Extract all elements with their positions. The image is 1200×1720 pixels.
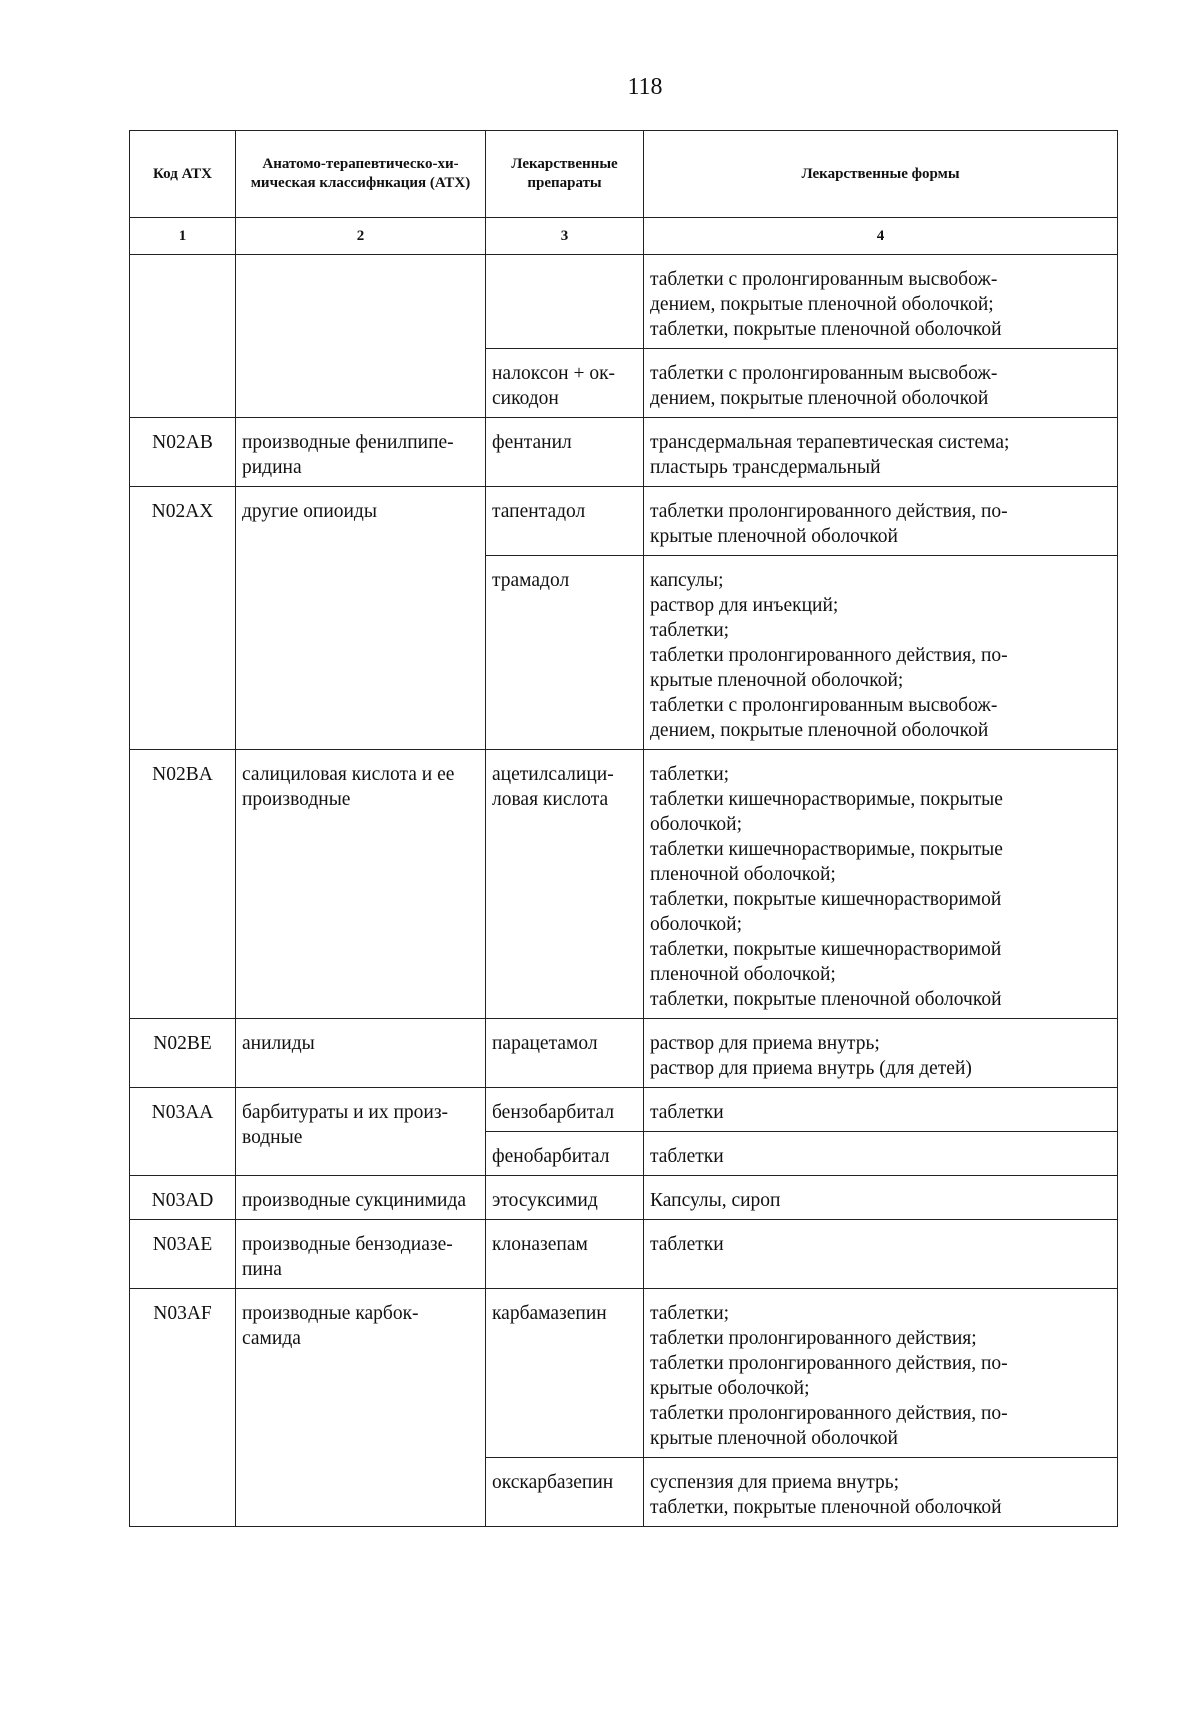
form-line: таблетки кишечнорастворимые, покрытые — [650, 789, 1003, 810]
classification-cell — [236, 1220, 486, 1289]
form-line: таблетки, покрытые кишечнорастворимой — [650, 889, 1002, 910]
table-row — [130, 1289, 1118, 1458]
form-line: трансдермальная терапевтическая система; — [650, 432, 1010, 453]
form-line: дением, покрытые пленочной оболочкой — [650, 388, 989, 409]
drug-line: сикодон — [492, 388, 559, 409]
drug-line: фенобарбитал — [492, 1146, 610, 1167]
header-dosage-forms: Лекарственные формы — [644, 131, 1118, 218]
classification-cell — [236, 418, 486, 487]
dosage-forms-cell — [644, 1019, 1118, 1088]
drug-cell — [486, 1019, 644, 1088]
atc-code-cell: N03AD — [130, 1176, 236, 1220]
drug-line: клоназепам — [492, 1234, 588, 1255]
classification-cell — [236, 1088, 486, 1176]
dosage-forms-cell — [644, 418, 1118, 487]
classification-cell — [236, 255, 486, 418]
class-line: ридина — [242, 457, 302, 478]
dosage-forms-cell — [644, 556, 1118, 750]
column-number: 3 — [486, 218, 644, 255]
form-line: раствор для приема внутрь (для детей) — [650, 1058, 972, 1079]
drug-cell — [486, 1088, 644, 1132]
form-line: дением, покрытые пленочной оболочкой — [650, 720, 989, 741]
dosage-forms-cell — [644, 750, 1118, 1019]
dosage-forms-cell — [644, 349, 1118, 418]
table-row — [130, 1019, 1118, 1088]
drug-line: фентанил — [492, 432, 572, 453]
form-line: таблетки, покрытые пленочной оболочкой — [650, 319, 1002, 340]
atc-code-cell: N03AE — [130, 1220, 236, 1289]
drug-line: карбамазепин — [492, 1303, 607, 1324]
dosage-forms-cell — [644, 1132, 1118, 1176]
column-number: 1 — [130, 218, 236, 255]
form-line: Капсулы, сироп — [650, 1190, 781, 1211]
class-line: производные сукцинимида — [242, 1190, 467, 1211]
drug-line: тапентадол — [492, 501, 586, 522]
form-line: таблетки; — [650, 764, 730, 785]
column-number: 4 — [644, 218, 1118, 255]
drug-cell — [486, 750, 644, 1019]
drug-line: трамадол — [492, 570, 570, 591]
form-line: пленочной оболочкой; — [650, 964, 836, 985]
form-line: крытые оболочкой; — [650, 1378, 810, 1399]
form-line: пленочной оболочкой; — [650, 864, 836, 885]
form-line: оболочкой; — [650, 914, 743, 935]
classification-cell — [236, 1176, 486, 1220]
form-line: таблетки — [650, 1234, 724, 1255]
form-line: таблетки пролонгированного действия, по- — [650, 645, 1008, 666]
drug-cell — [486, 1220, 644, 1289]
table-row — [130, 750, 1118, 1019]
dosage-forms-cell — [644, 1176, 1118, 1220]
dosage-forms-cell — [644, 255, 1118, 349]
form-line: таблетки; — [650, 620, 730, 641]
atc-table-container — [129, 130, 1117, 1527]
drug-cell — [486, 1176, 644, 1220]
page-number: 118 — [627, 74, 663, 100]
class-line: салициловая кислота и ее — [242, 764, 455, 785]
drug-line: бензобарбитал — [492, 1102, 615, 1123]
form-line: дением, покрытые пленочной оболочкой; — [650, 294, 994, 315]
drug-cell — [486, 255, 644, 349]
form-line: оболочкой; — [650, 814, 743, 835]
drug-cell — [486, 1289, 644, 1458]
class-line: другие опиоиды — [242, 501, 377, 522]
class-line: анилиды — [242, 1033, 315, 1054]
dosage-forms-cell — [644, 1088, 1118, 1132]
header-atc-code: Код АТХ — [130, 131, 236, 218]
column-number-row — [130, 218, 1118, 255]
form-line: раствор для приема внутрь; — [650, 1033, 880, 1054]
table-row — [130, 418, 1118, 487]
classification-cell — [236, 487, 486, 750]
drug-line: ацетилсалици- — [492, 764, 614, 785]
dosage-forms-cell — [644, 1220, 1118, 1289]
table-row — [130, 1088, 1118, 1132]
atc-code-cell: N02AB — [130, 418, 236, 487]
table-row — [130, 1220, 1118, 1289]
atc-code-cell: N02AX — [130, 487, 236, 750]
drug-cell — [486, 418, 644, 487]
form-line: таблетки с пролонгированным высвобож- — [650, 363, 998, 384]
drug-line: этосуксимид — [492, 1190, 598, 1211]
class-line: производные карбок- — [242, 1303, 419, 1324]
classification-cell — [236, 1019, 486, 1088]
drug-cell — [486, 349, 644, 418]
form-line: таблетки с пролонгированным высвобож- — [650, 269, 998, 290]
drug-cell — [486, 556, 644, 750]
form-line: таблетки; — [650, 1303, 730, 1324]
atc-code-cell: N03AA — [130, 1088, 236, 1176]
drug-line: окскарбазепин — [492, 1472, 614, 1493]
dosage-forms-cell — [644, 487, 1118, 556]
header-drugs: Лекарственные препараты — [486, 131, 644, 218]
form-line: крытые пленочной оболочкой; — [650, 670, 904, 691]
table-row — [130, 1176, 1118, 1220]
atc-code-cell: N03AF — [130, 1289, 236, 1527]
class-line: производные фенилпипе- — [242, 432, 454, 453]
form-line: таблетки, покрытые пленочной оболочкой — [650, 1497, 1002, 1518]
table-row — [130, 487, 1118, 556]
classification-cell — [236, 1289, 486, 1527]
form-line: таблетки пролонгированного действия, по- — [650, 1353, 1008, 1374]
table-header-row — [130, 131, 1118, 218]
class-line: барбитураты и их произ- — [242, 1102, 449, 1123]
table-row — [130, 255, 1118, 349]
form-line: таблетки пролонгированного действия, по- — [650, 501, 1008, 522]
class-line: водные — [242, 1127, 303, 1148]
class-line: самида — [242, 1328, 301, 1349]
classification-cell — [236, 750, 486, 1019]
form-line: таблетки — [650, 1102, 724, 1123]
form-line: таблетки, покрытые кишечнорастворимой — [650, 939, 1002, 960]
form-line: таблетки с пролонгированным высвобож- — [650, 695, 998, 716]
form-line: крытые пленочной оболочкой — [650, 1428, 898, 1449]
class-line: производные — [242, 789, 351, 810]
drug-line: налоксон + ок- — [492, 363, 616, 384]
form-line: таблетки пролонгированного действия; — [650, 1328, 977, 1349]
atc-code-cell: N02BA — [130, 750, 236, 1019]
atc-code-cell — [130, 255, 236, 418]
drug-line: ловая кислота — [492, 789, 609, 810]
drug-cell — [486, 1132, 644, 1176]
form-line: суспензия для приема внутрь; — [650, 1472, 900, 1493]
column-number: 2 — [236, 218, 486, 255]
form-line: капсулы; — [650, 570, 724, 591]
class-line: производные бензодиазе- — [242, 1234, 453, 1255]
drug-cell — [486, 1458, 644, 1527]
dosage-forms-cell — [644, 1289, 1118, 1458]
form-line: таблетки пролонгированного действия, по- — [650, 1403, 1008, 1424]
form-line: таблетки, покрытые пленочной оболочкой — [650, 989, 1002, 1010]
atc-code-cell: N02BE — [130, 1019, 236, 1088]
atc-drug-table — [129, 130, 1118, 1527]
form-line: таблетки кишечнорастворимые, покрытые — [650, 839, 1003, 860]
header-atc-classification: Анатомо-терапевтическо-хи-мическая классифнкация (АТХ) — [236, 131, 486, 218]
form-line: таблетки — [650, 1146, 724, 1167]
form-line: пластырь трансдермальный — [650, 457, 881, 478]
dosage-forms-cell — [644, 1458, 1118, 1527]
drug-line: парацетамол — [492, 1033, 598, 1054]
form-line: раствор для инъекций; — [650, 595, 839, 616]
form-line: крытые пленочной оболочкой — [650, 526, 898, 547]
class-line: пина — [242, 1259, 282, 1280]
drug-cell — [486, 487, 644, 556]
